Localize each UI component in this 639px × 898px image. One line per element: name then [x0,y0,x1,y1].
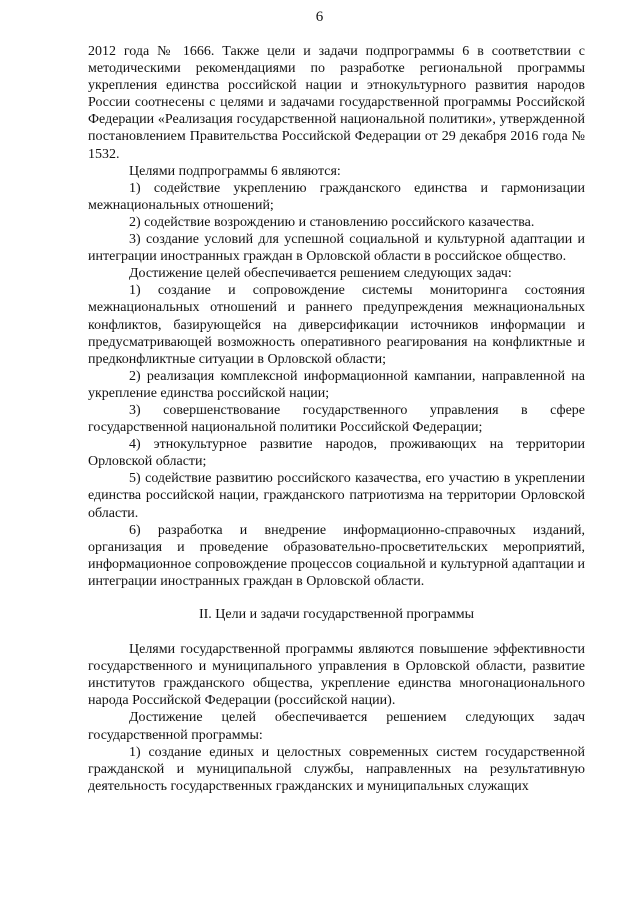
list-item: 2) реализация комплексной информационной кампании, направленной на укрепление единства российской нации; [88,368,585,401]
page-number: 6 [315,9,324,25]
list-item: 6) разработка и внедрение информационно-справочных изданий, организация и проведение образовательно-просветительских мероприятий, информационное сопровождение процессов социальной и культурной адаптации и интеграции иностранных граждан в Орловской области. [88,522,585,589]
list-item: 2) содействие возрождению и становлению российского казачества. [129,214,535,230]
list-item: 3) создание условий для успешной социальной и культурной адаптации и интеграции иностранных граждан в Орловской области в российское общество. [88,232,585,265]
section-heading: II. Цели и задачи государственной программы [198,607,475,622]
paragraph: Достижение целей обеспечивается решением следующих задач государственной программы: [88,710,585,743]
list-item: 5) содействие развитию российского казачества, его участию в укреплении единства российской нации, гражданского патриотизма на территории Орловской области. [88,471,585,521]
paragraph: Целями государственной программы являются повышение эффективности государственного и муниципального управления в Орловской области, развитие институтов гражданского общества, укрепление единства многонационального народа Российской Федерации (российской нации). [88,642,585,709]
paragraph: 2012 года № 1666. Также цели и задачи подпрограммы 6 в соответствии с методическими рекомендациями по разработке региональной программы укрепления единства российской нации и этнокультурного развития народов России соотнесены с целями и задачами государственной программы Российской Федерации «Реализация государственной национальной политики», утвержденной постановлением Правительства Российской Федерации от 29 декабря 2016 года № 1532. [88,44,585,162]
list-item: 3) совершенствование государственного управления в сфере государственной национальной политики Российской Федерации; [88,402,585,436]
paragraph: Целями подпрограммы 6 являются: [129,163,341,179]
list-item: 1) создание и сопровождение системы мониторинга состояния межнациональных отношений и раннего предупреждения межнациональных конфликтов, базирующейся на диверсификации источников информации и предусматривающей возможность оперативного реагирования на конфликтные и предконфликтные ситуации в Орловской области; [88,283,585,367]
paragraph: Достижение целей обеспечивается решением следующих задач: [129,266,512,282]
list-item: 4) этнокультурное развитие народов, проживающих на территории Орловской области; [88,437,585,470]
list-item: 1) создание единых и целостных современных систем государственной гражданской и муниципальной службы, направленных на результативную деятельность государственных гражданских и муниципальных служащих [88,744,585,794]
list-item: 1) содействие укреплению гражданского единства и гармонизации межнациональных отношений; [88,180,585,213]
document-body [88,43,585,795]
